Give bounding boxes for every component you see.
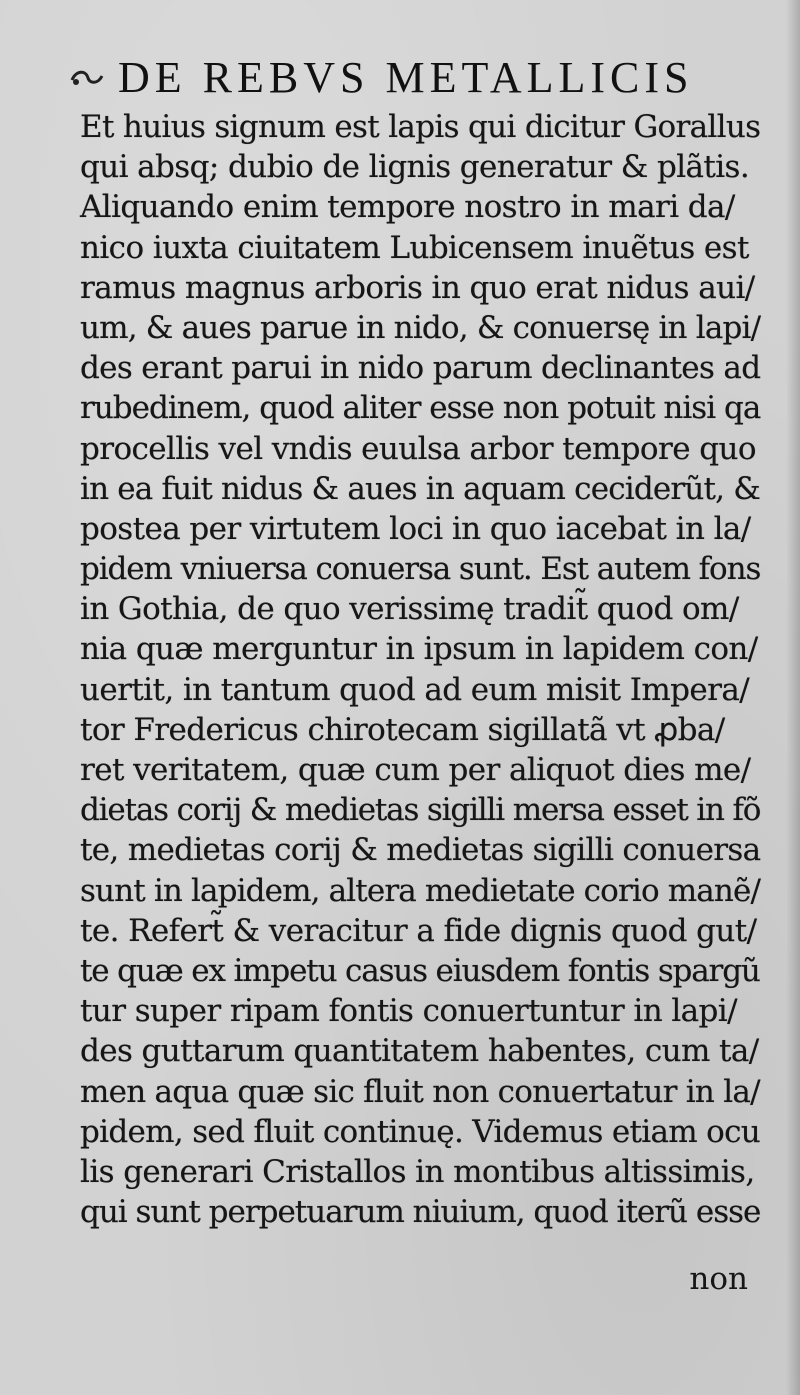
text-line: sunt in lapidem, altera medietate corio manẽ/ — [80, 872, 761, 909]
text-line: procellis vel vndis euulsa arbor tempore quo — [80, 430, 756, 467]
printer-ornament-icon — [68, 66, 108, 90]
text-line: men aqua quæ sic fluit non conuertatur in la/ — [80, 1073, 760, 1110]
text-line: qui sunt perpetuarum niuium, quod iterũ esse — [80, 1194, 761, 1231]
text-line: te, medietas corij & medietas sigilli conuersa — [80, 832, 761, 869]
catchword: non — [689, 1261, 748, 1297]
text-line: tor Fredericus chirotecam sigillatã vt ꝓba/ — [80, 711, 725, 748]
text-line: pidem, sed fluit continuę. Videmus etiam ocu — [80, 1113, 761, 1150]
text-line: tur super ripam fontis conuertuntur in lapi/ — [80, 993, 737, 1030]
running-title: DE REBVS METALLICIS — [118, 53, 694, 102]
text-line: in ea fuit nidus & aues in aquam ceciderũt, & — [80, 470, 761, 507]
page-edge-shadow — [786, 0, 800, 1395]
text-line: postea per virtutem loci in quo iacebat in la/ — [80, 510, 751, 547]
text-line: lis generari Cristallos in montibus altissimis, — [80, 1153, 755, 1190]
text-line: ret veritatem, quæ cum per aliquot dies me/ — [80, 752, 751, 788]
text-line: in Gothia, de quo verissimę tradit̃ quod om/ — [80, 591, 739, 628]
text-line: Aliquando enim tempore nostro in mari da/ — [80, 189, 735, 226]
text-line: rubedinem, quod aliter esse non potuit nisi qa — [80, 390, 761, 427]
text-line: des erant parui in nido parum declinantes ad — [80, 350, 761, 387]
text-line: uertit, in tantum quod ad eum misit Impera/ — [80, 671, 750, 708]
text-line: Et huius signum est lapis qui dicitur Gorallus — [80, 109, 761, 145]
text-line: te. Refert̃ & veracitur a fide dignis quod gut/ — [80, 912, 757, 949]
text-line: nico iuxta ciuitatem Lubicensem inuẽtus est — [80, 229, 749, 266]
text-line: pidem vniuersa conuersa sunt. Est autem fons — [80, 551, 761, 588]
text-line: te quæ ex impetu casus eiusdem fontis spargũ — [80, 952, 760, 989]
page-header — [68, 53, 694, 102]
text-line: um, & aues parue in nido, & conuersę in lapi/ — [80, 309, 761, 346]
text-line: qui absq; dubio de lignis generatur & plãtis. — [80, 149, 750, 186]
text-line: dietas corij & medietas sigilli mersa esset in fõ — [80, 792, 761, 829]
text-line: des guttarum quantitatem habentes, cum ta/ — [80, 1033, 759, 1070]
text-line: ramus magnus arboris in quo erat nidus aui/ — [80, 269, 755, 306]
text-line: nia quæ merguntur in ipsum in lapidem con/ — [80, 631, 758, 668]
body-text — [80, 107, 760, 1232]
